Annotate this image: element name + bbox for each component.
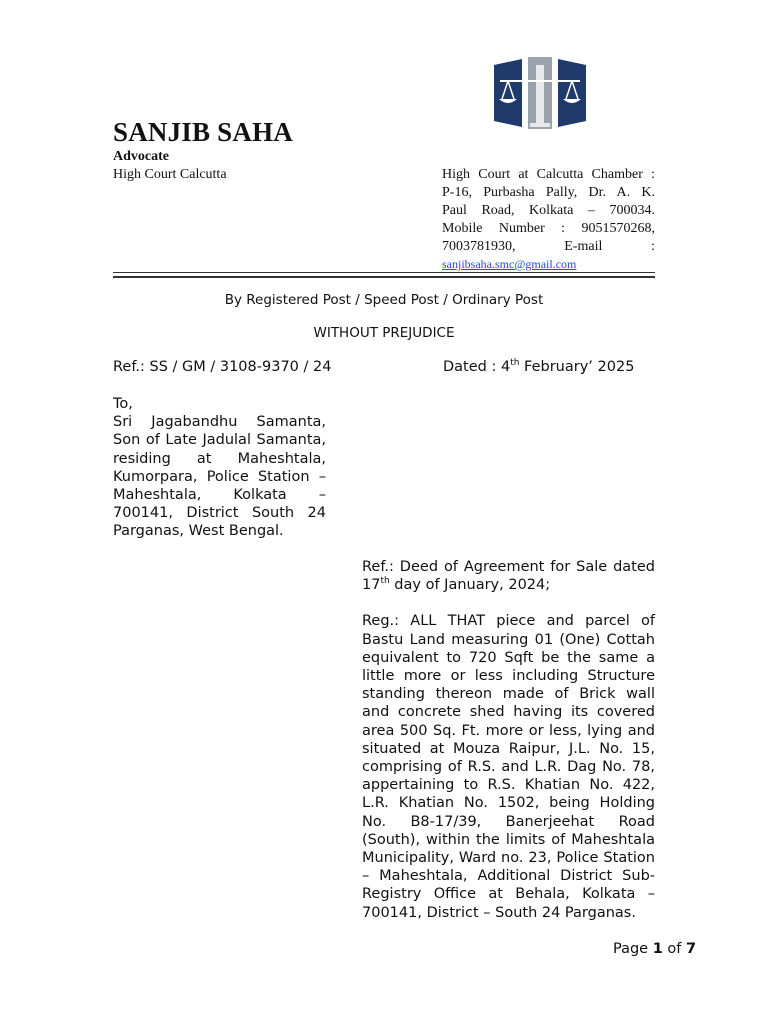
chamber-address — [442, 166, 655, 256]
page-number — [613, 941, 696, 957]
advocate-name: SANJIB SAHA — [113, 117, 293, 147]
subject-ref-suffix: day of January, 2024; — [389, 577, 551, 594]
court-name: High Court Calcutta — [113, 167, 227, 182]
without-prejudice-note: WITHOUT PREJUDICE — [313, 325, 455, 341]
subject-ref-prefix: Ref.: Deed of Agreement for Sale dated 17 — [362, 559, 655, 594]
address-line: P-16, Purbasha Pally, Dr. A. K. — [442, 185, 655, 200]
page-total: 7 — [686, 941, 697, 957]
date-suffix: February’ 2025 — [519, 359, 635, 375]
scales-of-justice-icon — [490, 55, 590, 133]
address-line: High Court at Calcutta Chamber : — [442, 167, 655, 182]
addressee-block — [113, 395, 326, 541]
delivery-mode: By Registered Post / Speed Post / Ordinary Post — [224, 292, 544, 308]
addressee-details: Sri Jagabandhu Samanta, Son of Late Jadulal Samanta, residing at Maheshtala, Kumorpara, Police Station – Maheshtala, Kolkata – 700141, District South 24 Parganas, West Bengal. — [113, 414, 326, 540]
address-line: Paul Road, Kolkata – 700034. — [442, 203, 655, 218]
date-ordinal: th — [510, 358, 520, 369]
subject-ref-ordinal: th — [380, 576, 390, 587]
page-label: Page — [613, 941, 649, 957]
page-current: 1 — [652, 941, 663, 957]
page-of: of — [667, 941, 682, 957]
letter-date — [443, 359, 634, 375]
subject-regarding: Reg.: ALL THAT piece and parcel of Bastu Land measuring 01 (One) Cottah equivalent to 720 Sqft be the same a little more or less including Structure standing thereon made of Brick wall and concrete shed having its covered area 500 Sq. Ft. more or less, lying and situated at Mouza Raipur, J.L. No. 15, comprising of R.S. and L.R. Dag No. 78, appertaining to R.S. Khatian No. 422, L.R. Khatian No. 1502, being Holding No. B8-17/39, Banerjeehat Road (South), within the limits of Maheshtala Municipality, Ward no. 23, Police Station – Maheshtala, Additional District Sub-Registry Office at Behala, Kolkata – 700141, District – South 24 Parganas. — [362, 613, 655, 921]
header-divider-thick — [113, 276, 655, 278]
date-prefix: Dated : 4 — [443, 359, 511, 375]
header-divider — [113, 272, 655, 273]
to-label: To, — [113, 396, 133, 412]
subject-block — [362, 558, 655, 940]
designation: Advocate — [113, 149, 169, 164]
address-line: 7003781930, E-mail : — [442, 239, 655, 254]
email-link[interactable]: sanjibsaha.smc@gmail.com — [442, 257, 577, 271]
reference-number: Ref.: SS / GM / 3108-9370 / 24 — [113, 359, 332, 375]
subject-reference — [362, 558, 655, 594]
address-line: Mobile Number : 9051570268, — [442, 221, 655, 236]
